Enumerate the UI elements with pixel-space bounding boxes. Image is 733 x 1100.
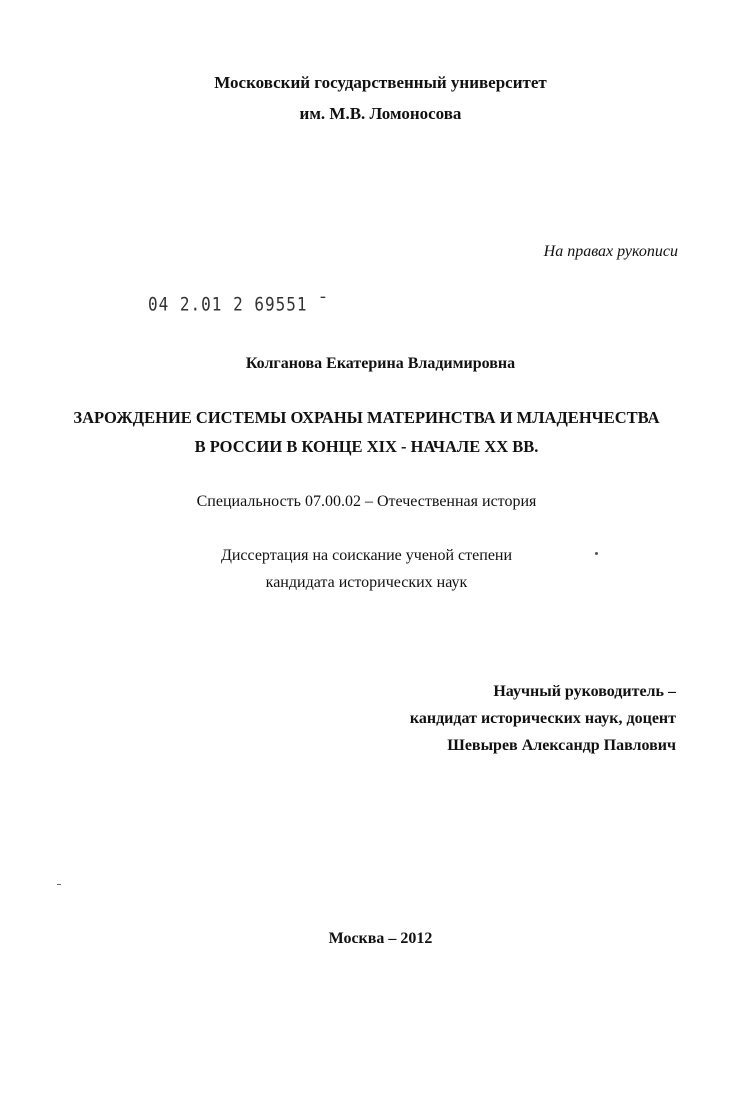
scan-speck <box>595 552 598 555</box>
dissertation-degree-line-1: Диссертация на соискание ученой степени <box>220 547 513 564</box>
thesis-title-line-2: В РОССИИ В КОНЦЕ XIX - НАЧАЛЕ XX ВВ. <box>194 437 539 456</box>
supervisor-heading: Научный руководитель – <box>493 683 676 700</box>
university-name: Московский государственный университет <box>214 73 547 92</box>
scan-mark <box>57 884 61 885</box>
manuscript-rights-note: На правах рукописи <box>543 243 678 260</box>
supervisor-degree: кандидат исторических наук, доцент <box>409 710 676 727</box>
dissertation-degree-line-2: кандидата исторических наук <box>265 574 468 591</box>
thesis-title-line-1: ЗАРОЖДЕНИЕ СИСТЕМЫ ОХРАНЫ МАТЕРИНСТВА И МЛАДЕНЧЕСТВА <box>73 408 660 427</box>
university-dedication: им. М.В. Ломоносова <box>299 104 462 123</box>
specialty-line: Специальность 07.00.02 – Отечественная история <box>196 493 537 510</box>
library-stamp-number: 04 2.01 2 69551 ¯ <box>148 293 329 315</box>
supervisor-name: Шевырев Александр Павлович <box>447 737 676 754</box>
place-and-year: Москва – 2012 <box>328 930 433 947</box>
author-name: Колганова Екатерина Владимировна <box>245 355 516 372</box>
